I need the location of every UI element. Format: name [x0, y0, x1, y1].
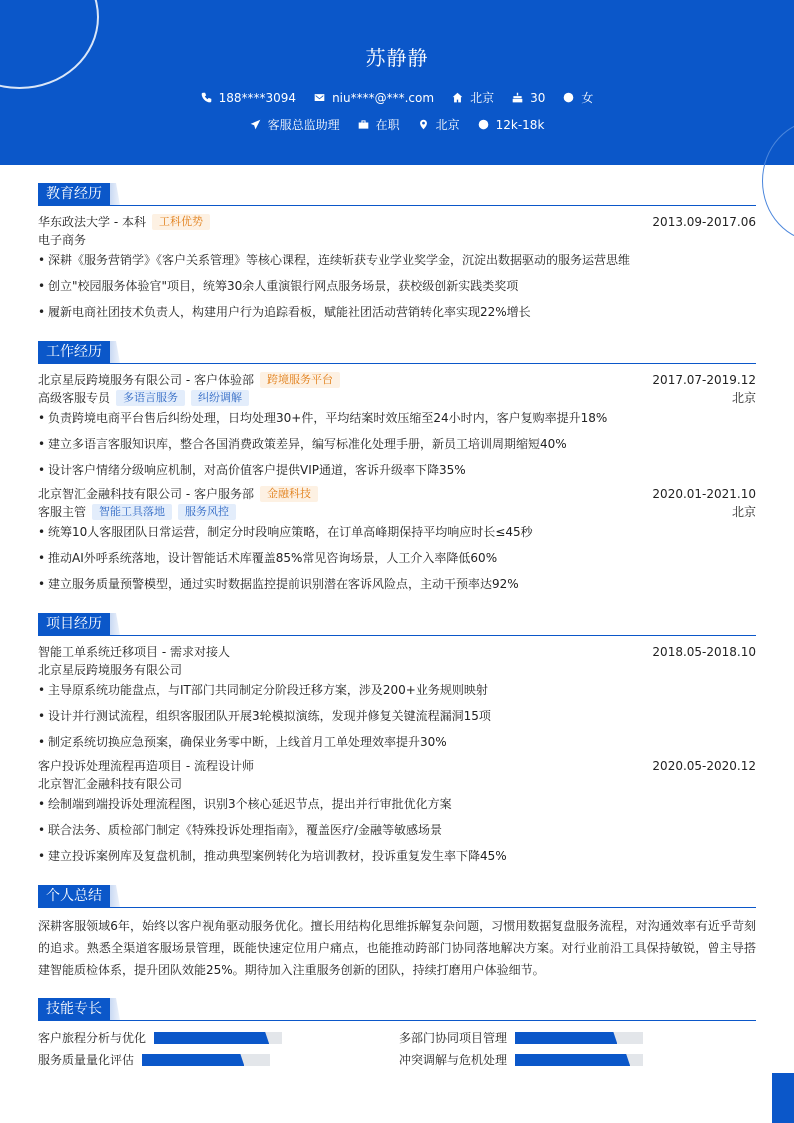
section-title-education: 教育经历 — [38, 183, 110, 205]
work-location: 北京 — [731, 505, 756, 519]
section-tab-decoration — [110, 341, 120, 363]
location-pin-icon — [418, 119, 429, 130]
section-tab-decoration — [110, 613, 120, 635]
skill-bar-fill — [515, 1054, 630, 1066]
section-projects — [38, 613, 756, 636]
briefcase-icon — [358, 119, 369, 130]
work-header — [38, 371, 756, 389]
gender-text: 女 — [581, 91, 594, 105]
mail-icon — [314, 92, 325, 103]
bullet-text: 推动AI外呼系统落地，设计智能话术库覆盖85%常见咨询场景，人工介入率降低60% — [48, 551, 498, 565]
skill-bar-fill — [515, 1032, 617, 1044]
bullet-text: 负责跨境电商平台售后纠纷处理，日均处理30+件，平均结案时效压缩至24小时内，客户复购率提升18% — [48, 411, 608, 425]
phone-icon — [201, 92, 212, 103]
skill-item — [38, 1052, 358, 1068]
skill-item — [399, 1030, 719, 1046]
contact-row — [0, 89, 794, 106]
email-item — [314, 91, 434, 105]
home-icon — [452, 92, 463, 103]
work-location: 北京 — [731, 391, 756, 405]
skill-bar-fill — [142, 1054, 244, 1066]
target-city-item — [418, 116, 460, 133]
work-period: 2017.07-2019.12 — [652, 373, 756, 387]
skill-name: 多部门协同项目管理 — [399, 1031, 508, 1045]
section-tab-decoration — [110, 885, 120, 907]
status-text: 在职 — [375, 118, 400, 132]
education-header — [38, 213, 756, 231]
bullet-text: 建立多语言客服知识库，整合各国消费政策差异，编写标准化处理手册，新员工培训周期缩短40% — [48, 437, 567, 451]
school-line: 华东政法大学 - 本科 — [38, 215, 146, 229]
skill-item — [399, 1052, 719, 1068]
education-bullet — [38, 251, 756, 269]
work-period: 2020.01-2021.10 — [652, 487, 756, 501]
position-text: 客服主管 — [38, 505, 87, 519]
work-position-row — [38, 503, 756, 521]
summary-text: 深耕客服领域6年，始终以客户视角驱动服务优化。擅长用结构化思维拆解复杂问题，习惯用数据复盘服务流程，对沟通效率有近乎苛刻的追求。熟悉全渠道客服场景管理，既能快速定位用户痛点，也能推动跨部门协同落地解决方案。对行业前沿工具保持敏锐，曾主导搭建智能质检体系，提升团队效能25%。期待加入注重服务创新的团队，持续打磨用户体验细节。 — [38, 919, 756, 977]
section-tab-decoration — [110, 998, 120, 1020]
project-header — [38, 643, 756, 661]
skill-bar — [142, 1054, 270, 1066]
bullet-text: 建立服务质量预警模型，通过实时数据监控提前识别潜在客诉风险点，主动干预率达92% — [48, 577, 519, 591]
education-bullet — [38, 303, 756, 321]
project-bullet — [38, 681, 756, 699]
candidate-name: 苏静静 — [365, 46, 429, 70]
skill-item — [38, 1030, 358, 1046]
section-work — [38, 341, 756, 364]
company-line: 北京星辰跨境服务有限公司 - 客户体验部 — [38, 373, 254, 387]
project-bullet — [38, 795, 756, 813]
project-bullet — [38, 847, 756, 865]
section-title-projects: 项目经历 — [38, 613, 110, 635]
work-bullet — [38, 575, 756, 593]
section-title-summary: 个人总结 — [38, 885, 110, 907]
bullet-text: 联合法务、质检部门制定《特殊投诉处理指南》，覆盖医疗/金融等敏感场景 — [48, 823, 443, 837]
phone-text: 188****3094 — [218, 90, 297, 105]
bullet-text: 建立投诉案例库及复盘机制，推动典型案例转化为培训教材，投诉重复发生率下降45% — [48, 849, 507, 863]
skill-bar-fill — [154, 1032, 269, 1044]
project-title: 智能工单系统迁移项目 - 需求对接人 — [38, 645, 230, 659]
email-text: niu****@***.com — [332, 90, 435, 105]
age-text: 30 — [530, 90, 546, 105]
age-item — [512, 91, 545, 105]
project-bullet — [38, 707, 756, 725]
skill-name: 冲突调解与危机处理 — [399, 1053, 508, 1067]
work-header — [38, 485, 756, 503]
city-item — [452, 89, 494, 106]
city-text: 北京 — [470, 91, 495, 105]
skill-tag: 纠纷调解 — [191, 390, 249, 406]
section-title-work: 工作经历 — [38, 341, 110, 363]
education-major — [38, 231, 756, 249]
skill-name: 服务质量量化评估 — [38, 1053, 135, 1067]
skill-name: 客户旅程分析与优化 — [38, 1031, 147, 1045]
decorative-corner-block — [772, 1073, 794, 1123]
phone-item — [201, 91, 296, 105]
project-period: 2020.05-2020.12 — [652, 759, 756, 773]
gender-icon — [563, 92, 574, 103]
bullet-text: 绘制端到端投诉处理流程图，识别3个核心延迟节点，提出并行审批优化方案 — [48, 797, 452, 811]
skill-tag: 智能工具落地 — [92, 504, 172, 520]
project-company — [38, 661, 756, 679]
section-title-skills: 技能专长 — [38, 998, 110, 1020]
salary-text: 12k-18k — [495, 117, 545, 132]
skill-bar — [154, 1032, 282, 1044]
cake-icon — [512, 92, 523, 103]
money-icon — [478, 119, 489, 130]
position-text: 高级客服专员 — [38, 391, 111, 405]
work-position-row — [38, 389, 756, 407]
bullet-text: 统筹10人客服团队日常运营，制定分时段响应策略，在订单高峰期保持平均响应时长≤45秒 — [48, 525, 533, 539]
work-bullet — [38, 435, 756, 453]
target-position-item — [250, 116, 340, 133]
project-header — [38, 757, 756, 775]
project-company — [38, 775, 756, 793]
section-education — [38, 183, 756, 206]
bullet-text: 深耕《服务营销学》《客户关系管理》等核心课程，连续斩获专业学业奖学金，沉淀出数据驱动的服务运营思维 — [48, 253, 631, 267]
send-icon — [250, 119, 261, 130]
bullet-text: 履新电商社团技术负责人，构建用户行为追踪看板，赋能社团活动营销转化率实现22%增长 — [48, 305, 531, 319]
status-item — [358, 116, 400, 133]
work-bullet — [38, 549, 756, 567]
education-period: 2013.09-2017.06 — [652, 215, 756, 229]
major-text: 电子商务 — [38, 233, 87, 247]
work-bullet — [38, 409, 756, 427]
company-tag: 跨境服务平台 — [260, 372, 340, 388]
project-company-text: 北京星辰跨境服务有限公司 — [38, 663, 183, 677]
bullet-text: 设计并行测试流程，组织客服团队开展3轮模拟演练，发现并修复关键流程漏洞15项 — [48, 709, 491, 723]
gender-item — [563, 89, 593, 106]
company-tag: 金融科技 — [260, 486, 318, 502]
skill-bar — [515, 1054, 643, 1066]
bullet-text: 设计客户情绪分级响应机制，对高价值客户提供VIP通道，客诉升级率下降35% — [48, 463, 466, 477]
skill-tag: 服务风控 — [178, 504, 236, 520]
work-bullet — [38, 523, 756, 541]
bullet-text: 制定系统切换应急预案，确保业务零中断，上线首月工单处理效率提升30% — [48, 735, 447, 749]
job-intent-row — [0, 116, 794, 133]
bullet-text: 主导原系统功能盘点，与IT部门共同制定分阶段迁移方案，涉及200+业务规则映射 — [48, 683, 488, 697]
project-bullet — [38, 733, 756, 751]
education-tag: 工科优势 — [152, 214, 210, 230]
bullet-text: 创立"校园服务体验官"项目，统筹30余人重演银行网点服务场景，获校级创新实践类奖项 — [48, 279, 519, 293]
project-bullet — [38, 821, 756, 839]
skill-tag: 多语言服务 — [116, 390, 185, 406]
work-bullet — [38, 461, 756, 479]
target-city-text: 北京 — [435, 118, 460, 132]
section-tab-decoration — [110, 183, 120, 205]
project-title: 客户投诉处理流程再造项目 - 流程设计师 — [38, 759, 254, 773]
section-summary — [38, 885, 756, 908]
header-banner — [0, 0, 794, 165]
skill-bar — [515, 1032, 643, 1044]
salary-item — [478, 118, 545, 132]
target-position-text: 客服总监助理 — [267, 118, 340, 132]
section-skills — [38, 998, 756, 1021]
education-bullet — [38, 277, 756, 295]
project-period: 2018.05-2018.10 — [652, 645, 756, 659]
project-company-text: 北京智汇金融科技有限公司 — [38, 777, 183, 791]
company-line: 北京智汇金融科技有限公司 - 客户服务部 — [38, 487, 254, 501]
